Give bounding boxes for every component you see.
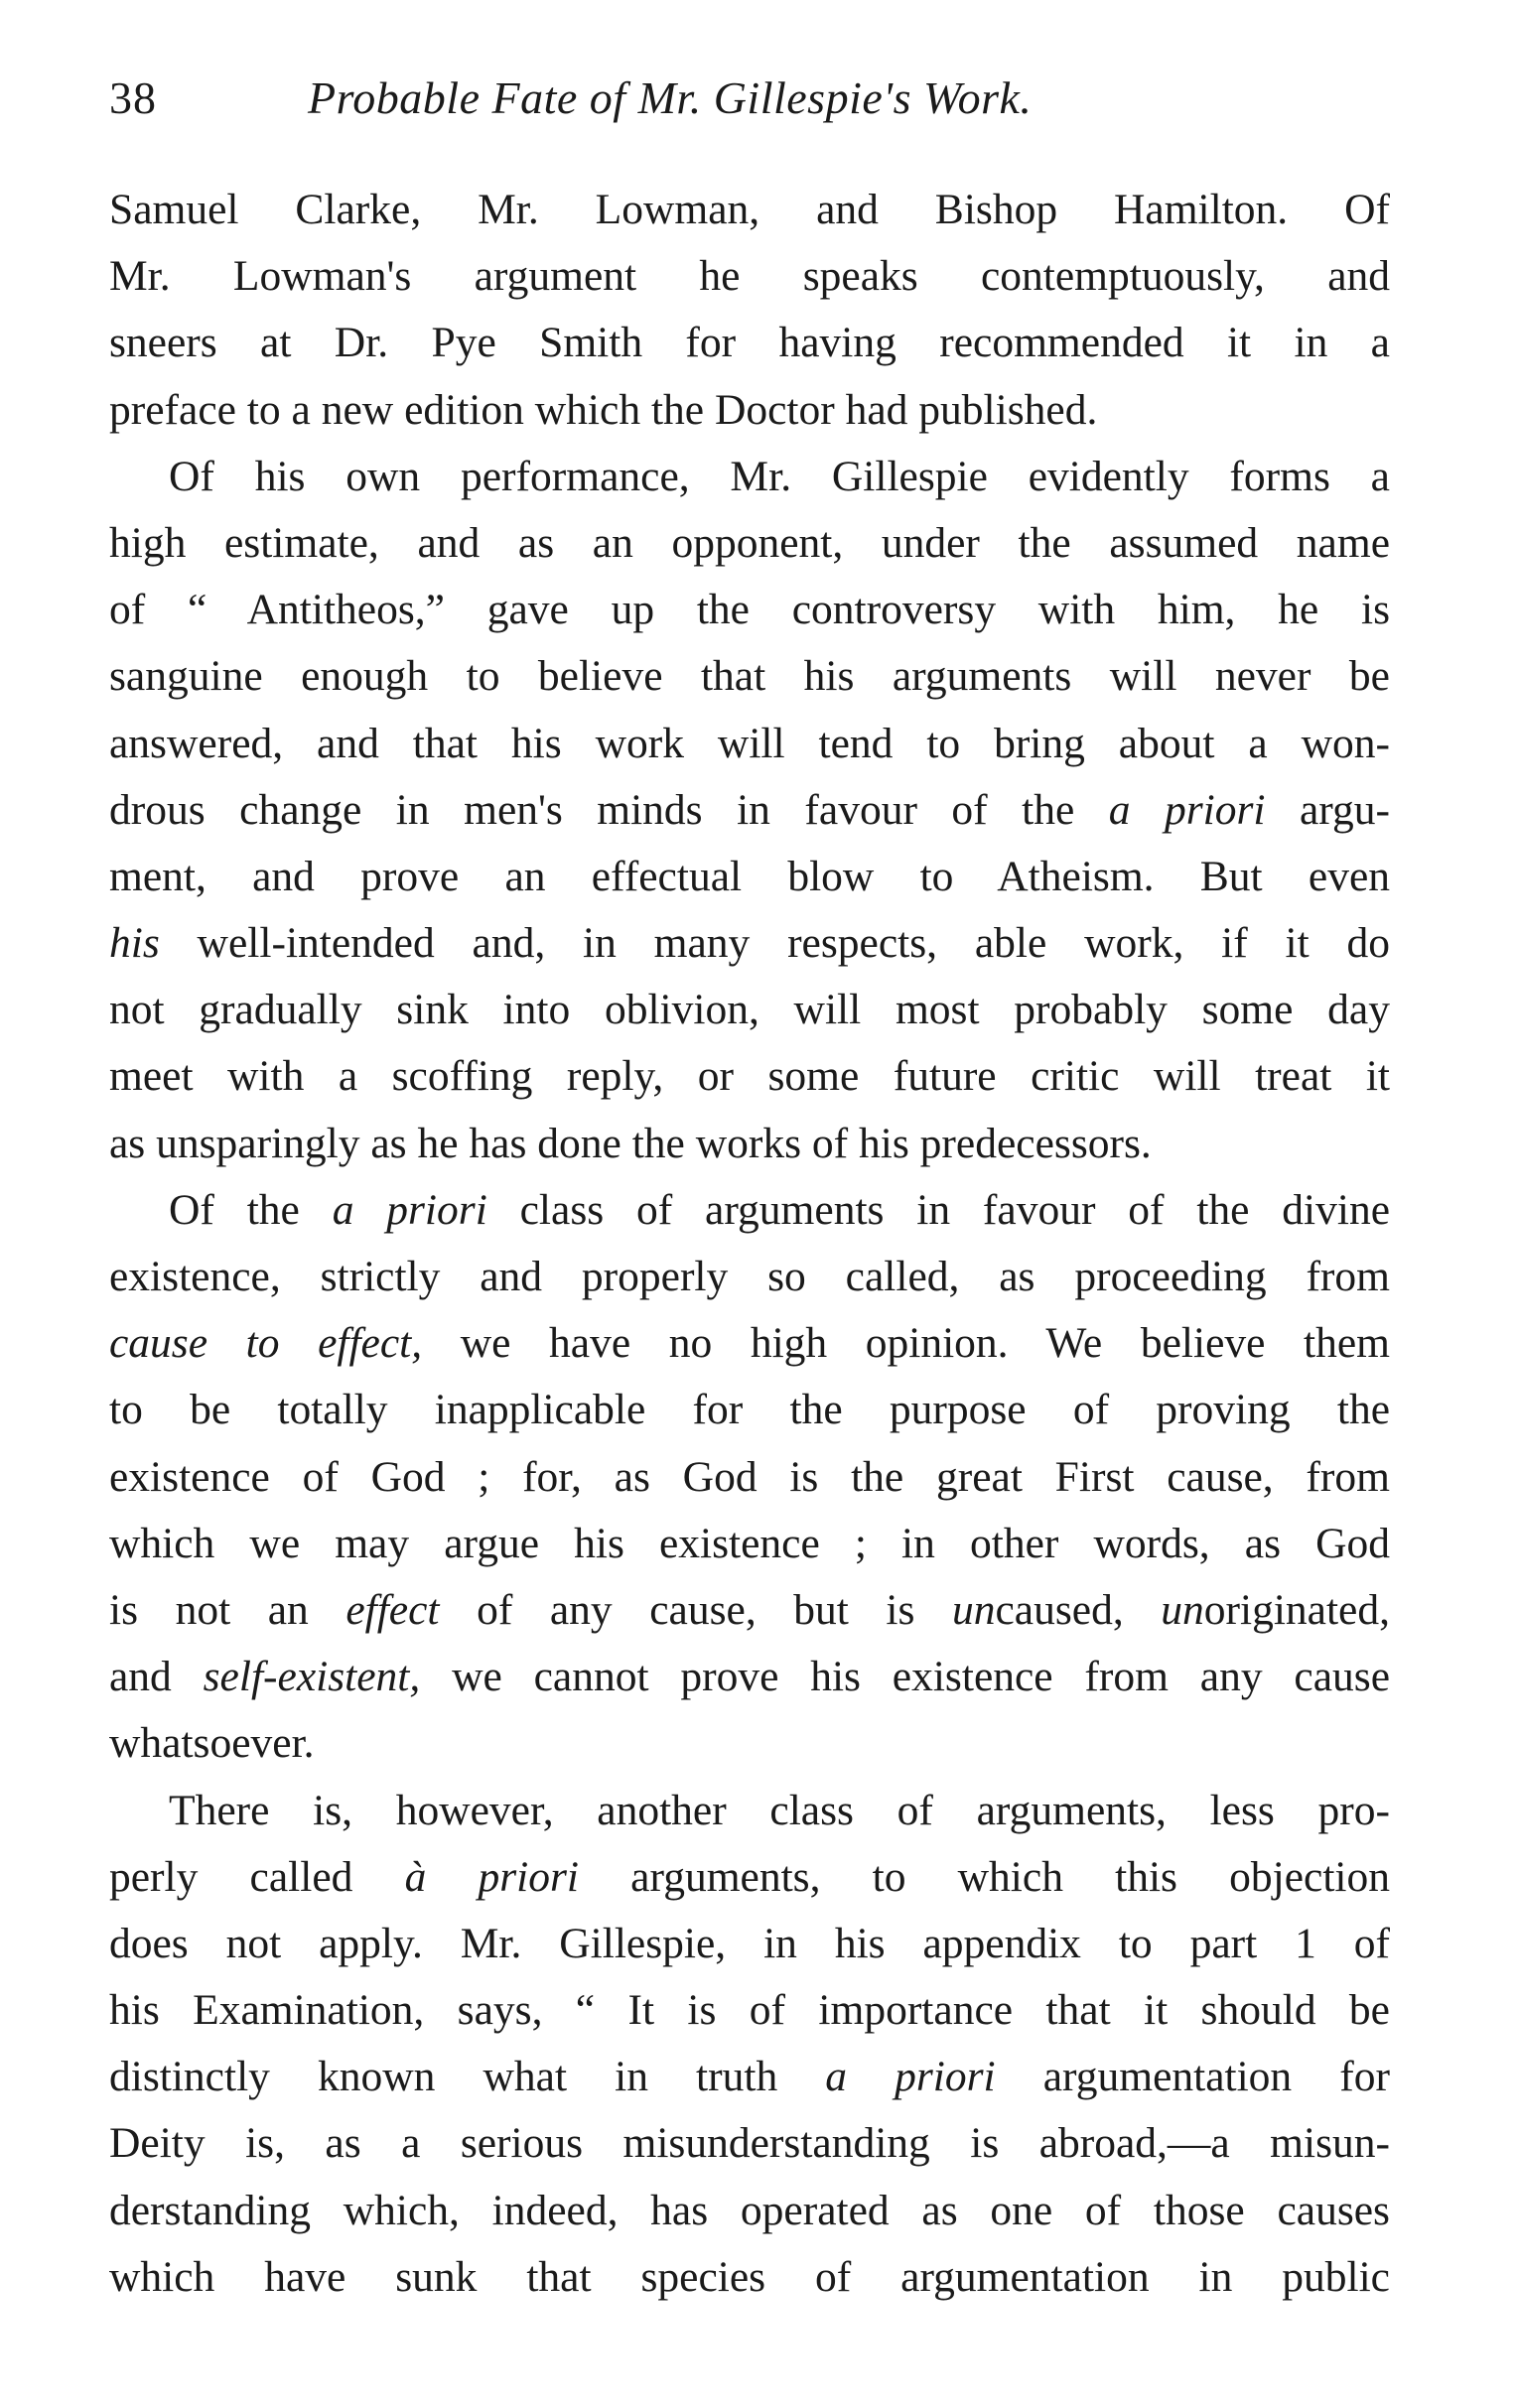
text-line: to be totally inapplicable for the purpose of proving the xyxy=(109,1386,1390,1434)
italic-term: a priori xyxy=(332,1185,487,1234)
italic-term: un xyxy=(951,1585,996,1634)
text-line: not gradually sink into oblivion, will most probably some day xyxy=(109,986,1390,1034)
text-line: does not apply. Mr. Gillespie, in his appendix to part 1 of xyxy=(109,1919,1390,1967)
italic-term: his xyxy=(109,919,160,968)
text-line: distinctly known what in truth a priori argumentation for xyxy=(109,2053,1390,2101)
italic-term: self-existent, xyxy=(203,1653,421,1701)
text-line: cause to effect, we have no high opinion. We believe them xyxy=(109,1319,1390,1368)
running-title: Probable Fate of Mr. Gillespie's Work. xyxy=(308,72,1033,123)
paragraph-first-line: There is, however, another class of arguments, less pro- xyxy=(169,1786,1390,1834)
text-line: ment, and prove an effectual blow to Atheism. But even xyxy=(109,852,1390,900)
paragraph-first-line: Of the a priori class of arguments in favour of the divine xyxy=(169,1185,1391,1234)
text-line: sanguine enough to believe that his arguments will never be xyxy=(109,652,1390,701)
text-line: which we may argue his existence ; in other words, as God xyxy=(109,1519,1390,1567)
text-line: existence of God ; for, as God is the great First cause, from xyxy=(109,1452,1390,1501)
text-line: of “ Antitheos,” gave up the controversy with him, he is xyxy=(109,586,1390,634)
text-line: his Examination, says, “ It is of importance that it should be xyxy=(109,1986,1390,2035)
text-line: high estimate, and as an opponent, under the assumed name xyxy=(109,518,1390,567)
text-line: perly called à priori arguments, to which this objection xyxy=(109,1852,1390,1901)
text-line: meet with a scoffing reply, or some future critic will treat it xyxy=(109,1052,1390,1101)
paragraph-first-line: Of his own performance, Mr. Gillespie evidently forms a xyxy=(169,452,1390,500)
text-line: his well-intended and, in many respects, able work, if it do xyxy=(109,919,1390,968)
text-line: derstanding which, indeed, has operated as one of those causes xyxy=(109,2186,1390,2234)
text-line: existence, strictly and properly so called, as proceeding from xyxy=(109,1253,1390,1300)
text-line: preface to a new edition which the Doctor had published. xyxy=(109,385,1098,434)
italic-term: cause to effect, xyxy=(109,1319,423,1368)
text-line: Samuel Clarke, Mr. Lowman, and Bishop Hamilton. Of xyxy=(109,186,1390,233)
page-number: 38 xyxy=(109,72,157,123)
text-line: drous change in men's minds in favour of the a priori argu- xyxy=(109,785,1390,834)
italic-term: a priori xyxy=(1108,785,1266,834)
text-line: is not an effect of any cause, but is uncaused, unoriginated, xyxy=(109,1585,1390,1634)
italic-term: un xyxy=(1161,1585,1204,1634)
text-line: answered, and that his work will tend to bring about a won- xyxy=(109,719,1390,767)
text-line: Deity is, as a serious misunderstanding is abroad,—a misun- xyxy=(109,2119,1390,2168)
text-line: which have sunk that species of argumentation in public xyxy=(109,2252,1390,2301)
italic-term: à priori xyxy=(404,1852,580,1901)
italic-term: a priori xyxy=(825,2053,996,2101)
text-line: and self-existent, we cannot prove his existence from any cause xyxy=(109,1653,1390,1701)
text-line: sneers at Dr. Pye Smith for having recommended it in a xyxy=(109,319,1390,367)
italic-term: effect xyxy=(345,1585,440,1634)
text-line: as unsparingly as he has done the works of his predecessors. xyxy=(109,1119,1152,1167)
body-text xyxy=(109,177,1390,2311)
page-header xyxy=(109,71,1400,141)
text-line: whatsoever. xyxy=(109,1719,315,1768)
text-line: Mr. Lowman's argument he speaks contemptuously, and xyxy=(109,252,1390,301)
